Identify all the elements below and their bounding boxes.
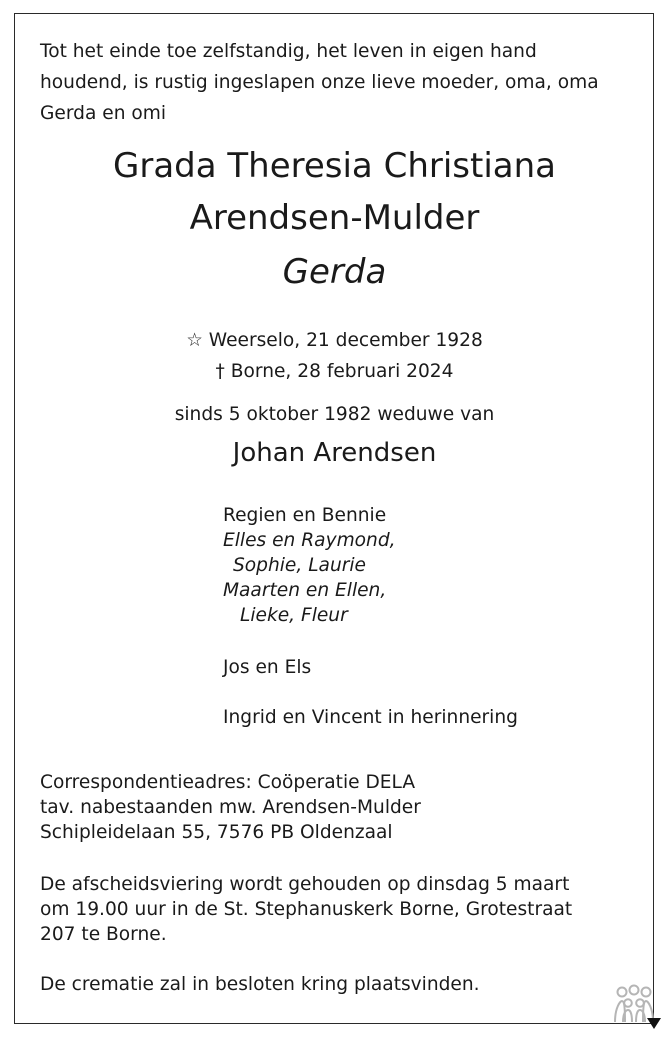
family-member: Sophie, Laurie	[233, 555, 366, 576]
farewell-line: om 19.00 uur in de St. Stephanuskerk Borne, Grotestraat	[40, 899, 573, 920]
death-text: Borne, 28 februari 2024	[230, 361, 454, 382]
deceased-name-line2: Arendsen-Mulder	[189, 198, 480, 238]
family-member: Ingrid en Vincent in herinnering	[223, 707, 518, 728]
death-cross-icon: †	[215, 361, 225, 382]
death-line	[0, 356, 669, 387]
family-member: Elles en Raymond,	[223, 530, 396, 551]
cremation-text: De crematie zal in besloten kring plaatsvinden.	[40, 974, 480, 995]
correspondence-line: tav. nabestaanden mw. Arendsen-Mulder	[40, 797, 421, 818]
correspondence-line: Schipleidelaan 55, 7576 PB Oldenzaal	[40, 822, 393, 843]
deceased-nickname: Gerda	[282, 252, 387, 292]
birth-text: Weerselo, 21 december 1928	[208, 330, 483, 351]
family-member: Lieke, Fleur	[240, 605, 348, 626]
birth-line	[0, 325, 669, 356]
husband-name: Johan Arendsen	[232, 438, 437, 468]
birth-star-icon: ☆	[186, 330, 203, 351]
triangle-down-icon	[647, 1018, 661, 1029]
family-member: Jos en Els	[223, 657, 312, 678]
family-member: Maarten en Ellen,	[223, 580, 387, 601]
correspondence-line: Correspondentieadres: Coöperatie DELA	[40, 772, 416, 793]
family-member: Regien en Bennie	[223, 505, 387, 526]
deceased-name-line1: Grada Theresia Christiana	[113, 146, 556, 186]
farewell-line: De afscheidsviering wordt gehouden op dinsdag 5 maart	[40, 874, 570, 895]
farewell-line: 207 te Borne.	[40, 924, 167, 945]
widow-text: sinds 5 oktober 1982 weduwe van	[174, 404, 495, 425]
intro-text: Tot het einde toe zelfstandig, het leven in eigen hand houdend, is rustig ingeslapen onze lieve moeder, oma, oma Gerda en omi	[40, 41, 599, 124]
